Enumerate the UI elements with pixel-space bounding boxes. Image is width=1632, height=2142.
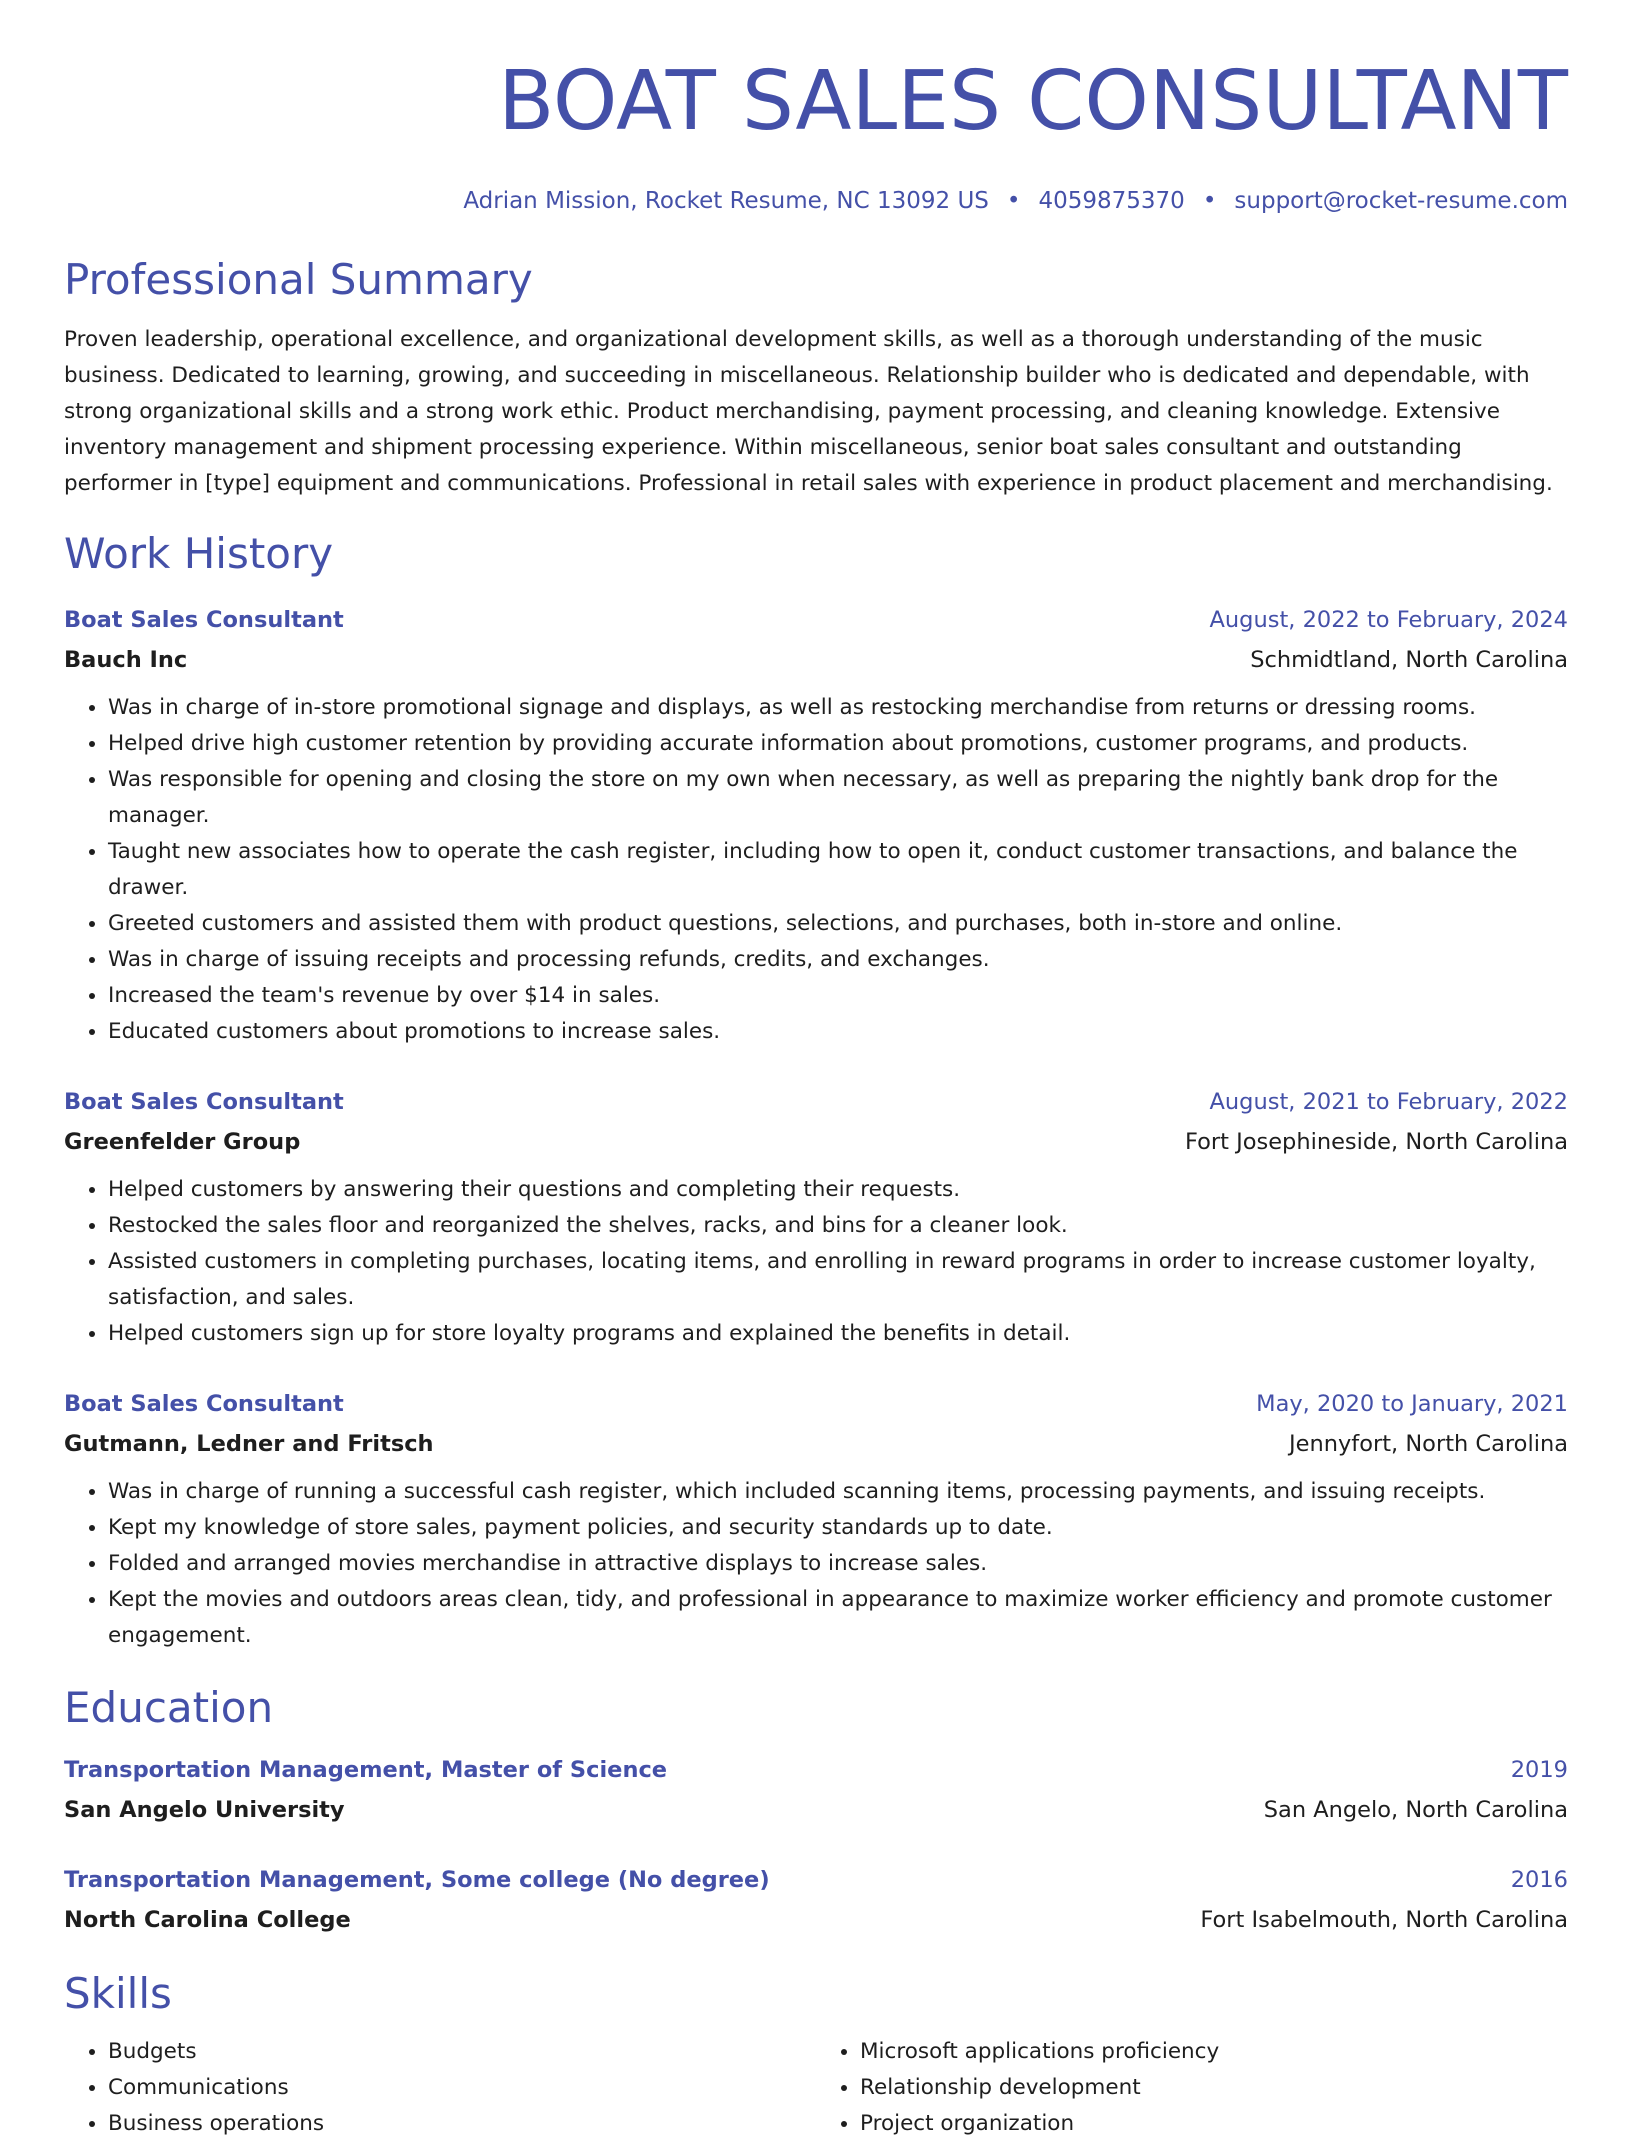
job-bullet: • Folded and arranged movies merchandise in attractive displays to increase sales. [108, 1546, 1568, 1582]
job-entry [64, 1082, 1568, 1352]
education-header-row [64, 1750, 1568, 1790]
education-year: 2016 [1510, 1867, 1568, 1893]
job-location: Fort Josephineside, North Carolina [1184, 1129, 1568, 1155]
job-bullet: • Educated customers about promotions to increase sales. [108, 1014, 1568, 1050]
job-company: Bauch Inc [64, 647, 188, 673]
education-school: North Carolina College [64, 1907, 351, 1933]
skill-item: • Project organization [860, 2106, 1568, 2142]
skill-item: • Business operations [108, 2106, 816, 2142]
section-title-work-history: Work History [64, 529, 334, 578]
job-bullet: • Restocked the sales floor and reorganized the shelves, racks, and bins for a cleaner look. [108, 1208, 1568, 1244]
job-role: Boat Sales Consultant [64, 1391, 344, 1417]
contact-phone: 4059875370 [1038, 188, 1185, 214]
job-bullet: • Helped customers by answering their questions and completing their requests. [108, 1172, 1568, 1208]
education-entry [64, 1750, 1568, 1830]
education-degree: Transportation Management, Some college (No degree) [64, 1867, 770, 1893]
education-school-row [64, 1790, 1568, 1830]
job-dates: August, 2021 to February, 2022 [1209, 1089, 1568, 1115]
candidate-title: BOAT SALES CONSULTANT [498, 54, 1568, 149]
job-role: Boat Sales Consultant [64, 607, 344, 633]
section-title-education: Education [64, 1683, 274, 1732]
resume-header [64, 0, 1568, 216]
job-bullet: • Kept my knowledge of store sales, payment policies, and security standards up to date. [108, 1510, 1568, 1546]
job-dates: May, 2020 to January, 2021 [1256, 1391, 1568, 1417]
contact-separator: • [1202, 188, 1217, 214]
job-bullets [64, 1172, 1568, 1352]
job-bullet: • Helped customers sign up for store loyalty programs and explained the benefits in detail. [108, 1316, 1568, 1352]
job-company-row [64, 640, 1568, 680]
education-degree: Transportation Management, Master of Science [64, 1757, 668, 1783]
job-entry [64, 1384, 1568, 1654]
job-bullet: • Was responsible for opening and closing the store on my own when necessary, as well as preparing the nightly bank drop for the manager. [108, 762, 1568, 834]
job-company-row [64, 1424, 1568, 1464]
job-bullet: • Helped drive high customer retention by providing accurate information about promotions, customer programs, and products. [108, 726, 1568, 762]
job-role: Boat Sales Consultant [64, 1089, 344, 1115]
job-header-row [64, 1082, 1568, 1122]
education-year: 2019 [1510, 1757, 1568, 1783]
job-bullet: • Greeted customers and assisted them with product questions, selections, and purchases, both in-store and online. [108, 906, 1568, 942]
skills-columns [64, 2020, 1568, 2142]
section-title-skills: Skills [64, 1969, 172, 2018]
job-location: Jennyfort, North Carolina [1288, 1431, 1568, 1457]
education-school-row [64, 1900, 1568, 1940]
skill-item: • Communications [108, 2070, 816, 2106]
contact-address: Adrian Mission, Rocket Resume, NC 13092 US [463, 188, 989, 214]
job-header-row [64, 1384, 1568, 1424]
skill-item: • Budgets [108, 2034, 816, 2070]
contact-line [64, 186, 1568, 216]
skill-item: • Microsoft applications proficiency [860, 2034, 1568, 2070]
job-bullet: • Taught new associates how to operate the cash register, including how to open it, conduct customer transactions, and balance the drawer. [108, 834, 1568, 906]
job-bullet: • Assisted customers in completing purchases, locating items, and enrolling in reward programs in order to increase customer loyalty, satisfaction, and sales. [108, 1244, 1568, 1316]
job-header-row [64, 600, 1568, 640]
education-location: San Angelo, North Carolina [1263, 1797, 1568, 1823]
section-title-summary: Professional Summary [64, 255, 533, 304]
skills-list-right [816, 2034, 1568, 2142]
job-bullet: • Increased the team's revenue by over $14 in sales. [108, 978, 1568, 1014]
job-bullet: • Was in charge of in-store promotional signage and displays, as well as restocking merchandise from returns or dressing rooms. [108, 690, 1568, 726]
job-bullet: • Was in charge of running a successful cash register, which included scanning items, processing payments, and issuing receipts. [108, 1474, 1568, 1510]
job-location: Schmidtland, North Carolina [1250, 647, 1568, 673]
job-bullet: • Was in charge of issuing receipts and processing refunds, credits, and exchanges. [108, 942, 1568, 978]
job-bullets [64, 690, 1568, 1050]
contact-separator: • [1006, 188, 1021, 214]
education-school: San Angelo University [64, 1797, 345, 1823]
contact-email[interactable]: support@rocket-resume.com [1234, 188, 1568, 214]
education-header-row [64, 1860, 1568, 1900]
job-bullets [64, 1474, 1568, 1654]
summary-text: Proven leadership, operational excellence, and organizational development skills, as well as a thorough understanding of the music business. Dedicated to learning, growing, and succeeding in miscellaneous. Relationship builder who is dedicated and dependable, with strong organizational skills and a strong work ethic. Product merchandising, payment processing, and cleaning knowledge. Extensive inventory management and shipment processing experience. Within miscellaneous, senior boat sales consultant and outstanding performer in [type] equipment and communications. Professional in retail sales with experience in product placement and merchandising. [64, 327, 1553, 496]
job-company-row [64, 1122, 1568, 1162]
job-entry [64, 600, 1568, 1050]
education-entry [64, 1860, 1568, 1940]
job-company: Gutmann, Ledner and Fritsch [64, 1431, 434, 1457]
skill-item: • Relationship development [860, 2070, 1568, 2106]
job-bullet: • Kept the movies and outdoors areas clean, tidy, and professional in appearance to maximize worker efficiency and promote customer engagement. [108, 1582, 1568, 1654]
skills-list-left [64, 2034, 816, 2142]
job-company: Greenfelder Group [64, 1129, 301, 1155]
job-dates: August, 2022 to February, 2024 [1209, 607, 1568, 633]
education-location: Fort Isabelmouth, North Carolina [1200, 1907, 1568, 1933]
